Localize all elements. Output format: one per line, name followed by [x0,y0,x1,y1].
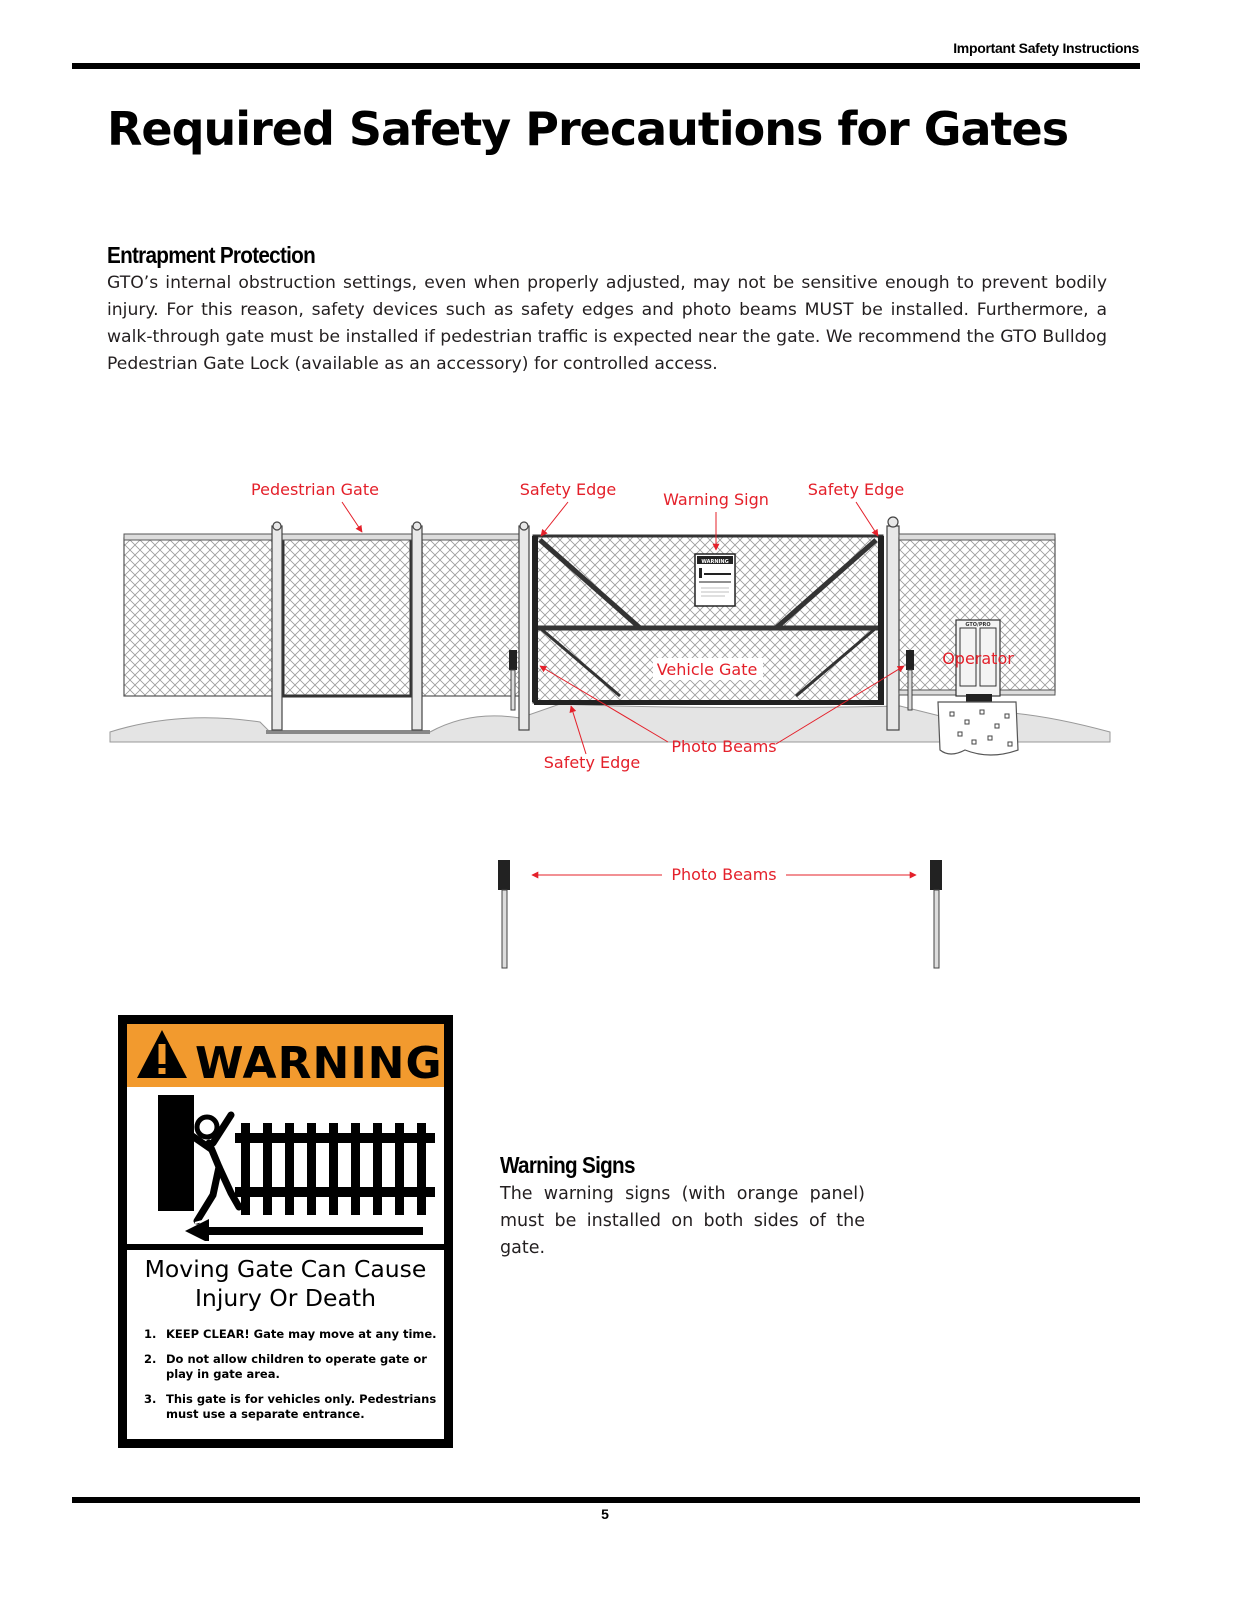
label-operator: Operator [942,649,1014,668]
gate-diagram-svg [0,470,1237,990]
header-rule [72,63,1140,69]
label-safety-edge-right: Safety Edge [807,480,905,499]
warning-sign-headline [127,1255,444,1313]
fence-mesh-mid [422,538,522,696]
warning-signs-paragraph: The warning signs (with orange panel) must be installed on both sides of the gate. [500,1184,865,1258]
label-photo-beams-detail: Photo Beams [671,865,777,884]
fence-top-rail-left [124,534,524,540]
label-vehicle-gate: Vehicle Gate [656,660,758,679]
moving-gate-pictogram-icon [127,1095,444,1241]
safety-edge-right-strip [878,536,884,702]
svg-text:GTO/PRO: GTO/PRO [965,622,991,628]
headline-line-2: Injury Or Death [195,1284,376,1312]
entrapment-heading: Entrapment Protection [107,242,316,268]
warning-sign-orange-panel [127,1024,444,1087]
safety-edge-bottom-strip [534,700,884,705]
warning-signs-heading: Warning Signs [500,1152,635,1178]
rule-item: 1. KEEP CLEAR! Gate may move at any time. [144,1327,437,1341]
header-section-title: Important Safety Instructions [953,40,1139,56]
warning-triangle-icon [135,1028,189,1080]
operator-concrete-pad [938,702,1018,755]
warning-sign-divider [127,1244,444,1250]
label-warning-sign: Warning Sign [663,490,769,509]
label-photo-beams: Photo Beams [671,737,777,756]
headline-line-1: Moving Gate Can Cause [144,1255,427,1283]
safety-edge-left-strip [532,536,538,702]
photo-beam-detail [498,860,942,968]
page-number: 5 [601,1506,609,1522]
fence-top-rail-right [899,534,1055,540]
svg-text:WARNING: WARNING [701,559,729,565]
warning-sign-illustration [118,1015,453,1448]
label-safety-edge-left: Safety Edge [519,480,617,499]
gate-warning-sign [695,554,735,606]
rule-item: 2. Do not allow children to operate gate or play in gate area. [144,1352,427,1381]
warning-sign-rules [144,1327,439,1432]
fence-mesh-left [124,538,274,696]
pedestrian-gate [283,538,411,696]
page-title: Required Safety Precautions for Gates [107,102,1069,156]
label-pedestrian-gate: Pedestrian Gate [251,480,379,499]
entrapment-paragraph: GTO’s internal obstruction settings, even when properly adjusted, may not be sensitive enough to prevent bodily injury. For this reason, safety devices such as safety edges and photo beams MUST be installed. Furthermore, a walk-through gate must be installed if pedestrian traffic is expected near the gate. We recommend the GTO Bulldog Pedestrian Gate Lock (available as an accessory) for controlled access. [107,273,1107,374]
rule-item: 3. This gate is for vehicles only. Pedestrians must use a separate entrance. [144,1392,437,1421]
warning-sign-header: WARNING [195,1038,443,1089]
footer-rule [72,1497,1140,1503]
gate-safety-diagram [0,470,1237,990]
label-safety-edge-bottom: Safety Edge [543,753,641,772]
